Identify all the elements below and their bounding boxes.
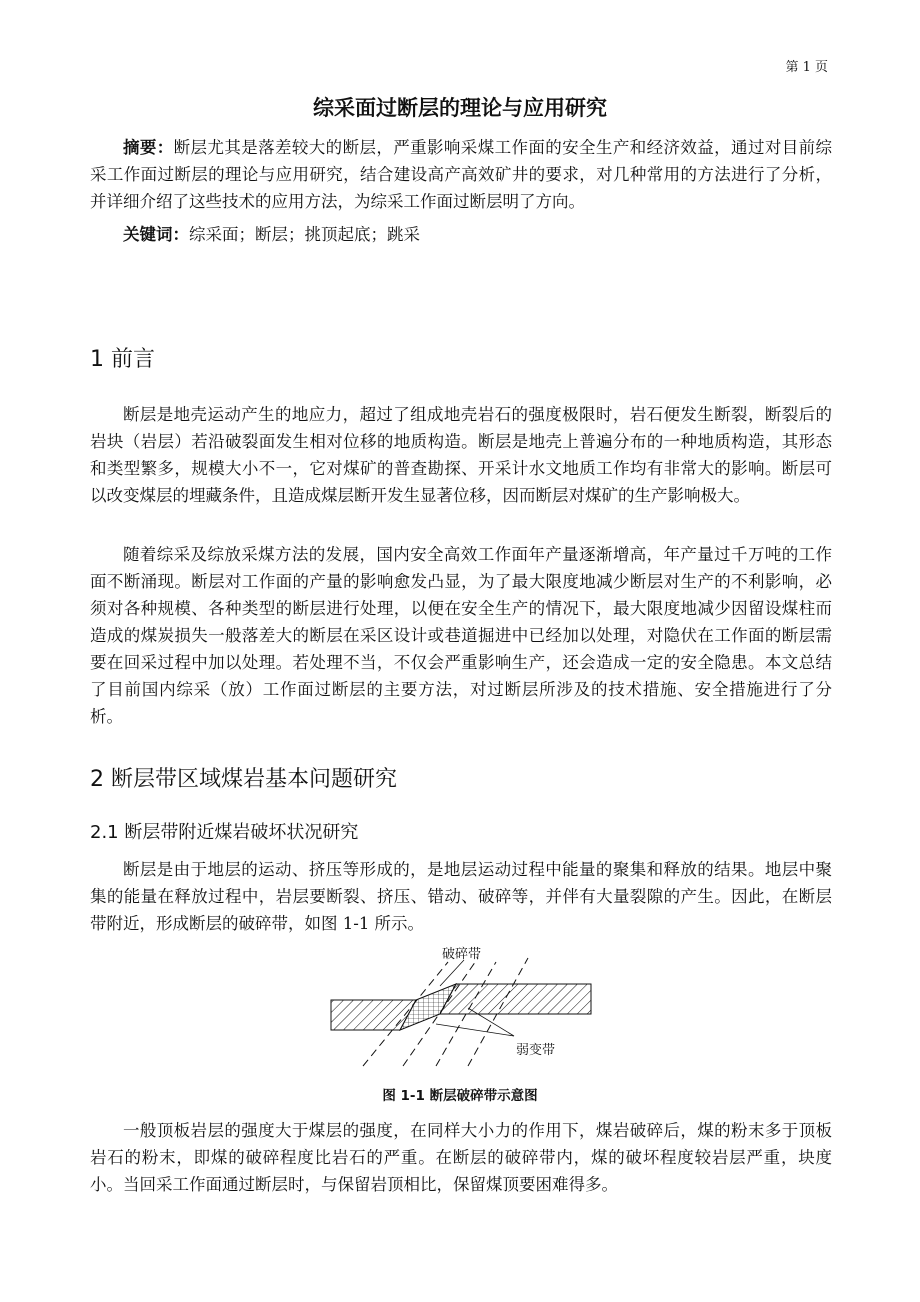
seam-right: [440, 984, 591, 1014]
leader-top: [440, 960, 464, 986]
section-1-heading: 1 前言: [90, 347, 155, 372]
label-weak-zone: 弱变带: [516, 1043, 556, 1058]
abstract-label: 摘要：: [123, 138, 174, 157]
page-number: 第 1 页: [785, 60, 828, 75]
abstract-paragraph: [90, 134, 832, 215]
abstract-text: 断层尤其是落差较大的断层，严重影响采煤工作面的安全生产和经济效益，通过对目前综采工作面过断层的理论与应用研究，结合建设高产高效矿井的要求，对几种常用的方法进行了分析，并详细介绍了这些技术的应用方法，为综采工作面过断层明了方向。: [90, 138, 833, 211]
section-1-paragraph-1: 断层是地壳运动产生的地应力，超过了组成地壳岩石的强度极限时，岩石便发生断裂，断裂后的岩块（岩层）若沿破裂面发生相对位移的地质构造。断层是地壳上普遍分布的一种地质构造，其形态和类型繁多，规模大小不一，它对煤矿的普查勘探、开采计水文地质工作均有非常大的影响。断层可以改变煤层的埋藏条件，且造成煤层断开发生显著位移，因而断层对煤矿的生产影响极大。: [90, 405, 832, 505]
keywords-label: 关键词：: [123, 225, 189, 244]
section-1-paragraph-2: 随着综采及综放采煤方法的发展，国内安全高效工作面年产量逐渐增高，年产量过千万吨的工作面不断涌现。断层对工作面的产量的影响愈发凸显，为了最大限度地减少断层对生产的不利影响，必须对各种规模、各种类型的断层进行处理，以便在安全生产的情况下，最大限度地减少因留设煤柱而造成的煤炭损失一般落差大的断层在采区设计或巷道掘进中已经加以处理，对隐伏在工作面的断层需要在回采过程中加以处理。若处理不当，不仅会严重影响生产，还会造成一定的安全隐患。本文总结了目前国内综采（放）工作面过断层的主要方法，对过断层所涉及的技术措施、安全措施进行了分析。: [90, 545, 832, 726]
document-title: 综采面过断层的理论与应用研究: [313, 96, 607, 120]
keywords-text: 综采面；断层；挑顶起底；跳采: [189, 225, 420, 244]
keywords-paragraph: [90, 221, 832, 248]
leader-bottom-2: [436, 1024, 514, 1036]
figure-caption: 图 1-1 断层破碎带示意图: [382, 1088, 538, 1104]
label-fracture-zone: 破碎带: [442, 947, 482, 962]
fault-diagram: [328, 946, 598, 1078]
section-2-heading: 2 断层带区域煤岩基本问题研究: [90, 767, 397, 792]
section-2-1-paragraph-2: 一般顶板岩层的强度大于煤层的强度，在同样大小力的作用下，煤岩破碎后，煤的粉末多于顶板岩石的粉末，即煤的破碎程度比岩石的严重。在断层的破碎带内，煤的破坏程度较岩层严重，块度小。当回采工作面通过断层时，与保留岩顶相比，保留煤顶要困难得多。: [90, 1121, 832, 1194]
section-2-1-heading: 2.1 断层带附近煤岩破坏状况研究: [90, 822, 359, 843]
section-2-1-paragraph-1: 断层是由于地层的运动、挤压等形成的，是地层运动过程中能量的聚集和释放的结果。地层中聚集的能量在释放过程中，岩层要断裂、挤压、错动、破碎等，并伴有大量裂隙的产生。因此，在断层带附近，形成断层的破碎带，如图 1-1 所示。: [90, 860, 832, 933]
